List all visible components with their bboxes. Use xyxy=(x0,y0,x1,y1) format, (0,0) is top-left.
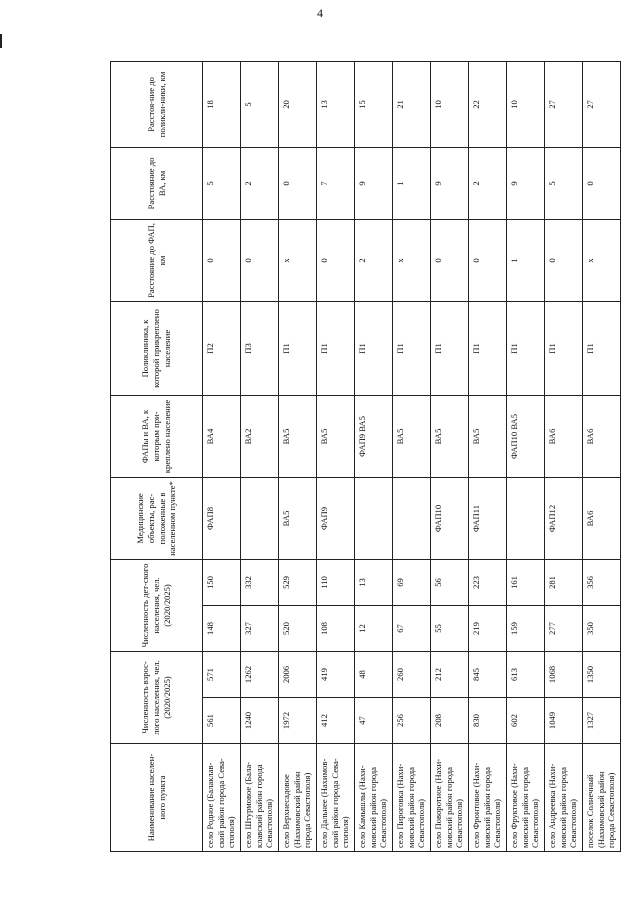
cell-distance-va: 0 xyxy=(279,147,317,219)
table-row xyxy=(241,61,279,851)
cell-medical-objects xyxy=(393,477,431,559)
cell-adult-2025: 260 xyxy=(393,651,431,697)
cell-adult-2020: 1327 xyxy=(583,698,621,744)
cell-medical-objects: ФАП10 xyxy=(431,477,469,559)
cell-medical-objects: ВА6 xyxy=(583,477,621,559)
cell-distance-clinic: 5 xyxy=(241,61,279,147)
cell-distance-clinic: 10 xyxy=(431,61,469,147)
rotated-table-container xyxy=(110,62,621,852)
cell-distance-fap: x xyxy=(279,219,317,301)
cell-child-2020: 108 xyxy=(317,605,355,651)
header-clinic: Поликлиника, к которой прикреплено население xyxy=(111,301,203,395)
settlements-table xyxy=(110,61,621,852)
cell-distance-fap: 2 xyxy=(355,219,393,301)
cell-adult-2025: 48 xyxy=(355,651,393,697)
cell-clinic: П1 xyxy=(431,301,469,395)
cell-settlement-name: село Поворотное (Нахи-мовский район города Севастополя) xyxy=(431,744,469,852)
table-row xyxy=(203,61,241,851)
cell-child-2025: 56 xyxy=(431,559,469,605)
table-row xyxy=(431,61,469,851)
cell-distance-clinic: 10 xyxy=(507,61,545,147)
header-child-population: Численность дет-ского населения, чел. (2020/2025) xyxy=(111,559,203,651)
cell-attached-fap-va: ВА5 xyxy=(431,395,469,477)
cell-distance-va: 1 xyxy=(393,147,431,219)
table-row xyxy=(279,61,317,851)
cell-attached-fap-va: ВА6 xyxy=(583,395,621,477)
cell-distance-va: 9 xyxy=(431,147,469,219)
cell-distance-va: 0 xyxy=(583,147,621,219)
table-row xyxy=(507,61,545,851)
cell-child-2020: 148 xyxy=(203,605,241,651)
cell-settlement-name: поселок Солнечный (Нахимовский район города Севастополя) xyxy=(583,744,621,852)
cell-settlement-name: село Штурмовое (Бала-клавский район города Севастополя) xyxy=(241,744,279,852)
cell-clinic: П1 xyxy=(545,301,583,395)
cell-medical-objects xyxy=(241,477,279,559)
cell-attached-fap-va: ВА5 xyxy=(393,395,431,477)
cell-clinic: П1 xyxy=(469,301,507,395)
cell-distance-clinic: 13 xyxy=(317,61,355,147)
cell-distance-va: 5 xyxy=(203,147,241,219)
cell-child-2020: 12 xyxy=(355,605,393,651)
cell-adult-2025: 212 xyxy=(431,651,469,697)
cell-distance-fap: 0 xyxy=(317,219,355,301)
header-attached-fap-va: ФАПы и ВА, к которым при-креплено население xyxy=(111,395,203,477)
header-distance-clinic: Расстоя-ние до поликли-ники, км xyxy=(111,61,203,147)
cell-adult-2025: 613 xyxy=(507,651,545,697)
cell-distance-clinic: 18 xyxy=(203,61,241,147)
cell-attached-fap-va: ВА5 xyxy=(469,395,507,477)
cell-adult-2025: 419 xyxy=(317,651,355,697)
cell-adult-2025: 845 xyxy=(469,651,507,697)
header-distance-va: Расстояние до ВА, км xyxy=(111,147,203,219)
page-number: 4 xyxy=(317,6,323,20)
cell-adult-2020: 561 xyxy=(203,698,241,744)
cell-distance-va: 9 xyxy=(507,147,545,219)
cell-clinic: П1 xyxy=(279,301,317,395)
cell-settlement-name: село Родное (Балаклав-ский район города Сева-стополя) xyxy=(203,744,241,852)
cell-adult-2020: 1240 xyxy=(241,698,279,744)
cell-adult-2025: 1068 xyxy=(545,651,583,697)
cell-settlement-name: село Дальнее (Нахимов-ский район города Сева-стополя) xyxy=(317,744,355,852)
cell-distance-va: 7 xyxy=(317,147,355,219)
cell-adult-2025: 2006 xyxy=(279,651,317,697)
cell-distance-clinic: 15 xyxy=(355,61,393,147)
cell-distance-clinic: 20 xyxy=(279,61,317,147)
cell-adult-2020: 1972 xyxy=(279,698,317,744)
cell-child-2025: 110 xyxy=(317,559,355,605)
cell-attached-fap-va: ФАП9 ВА5 xyxy=(355,395,393,477)
cell-distance-fap: 0 xyxy=(203,219,241,301)
cell-child-2020: 350 xyxy=(583,605,621,651)
cell-distance-fap: 0 xyxy=(469,219,507,301)
table-row xyxy=(355,61,393,851)
cell-attached-fap-va: ВА4 xyxy=(203,395,241,477)
cell-adult-2025: 1350 xyxy=(583,651,621,697)
cell-clinic: П2 xyxy=(203,301,241,395)
cell-distance-va: 5 xyxy=(545,147,583,219)
cell-adult-2020: 412 xyxy=(317,698,355,744)
cell-child-2020: 55 xyxy=(431,605,469,651)
cell-attached-fap-va: ВА5 xyxy=(317,395,355,477)
cell-medical-objects xyxy=(355,477,393,559)
cell-distance-fap: 1 xyxy=(507,219,545,301)
cell-settlement-name: село Камышлы (Нахи-мовский район города Севастополя) xyxy=(355,744,393,852)
cell-distance-fap: x xyxy=(583,219,621,301)
cell-settlement-name: село Верхнесадовое (Нахимовский район города Севастополя) xyxy=(279,744,317,852)
cell-distance-fap: x xyxy=(393,219,431,301)
cell-child-2025: 529 xyxy=(279,559,317,605)
cell-clinic: П1 xyxy=(317,301,355,395)
table-row xyxy=(393,61,431,851)
cell-medical-objects: ФАП9 xyxy=(317,477,355,559)
cell-adult-2020: 1049 xyxy=(545,698,583,744)
cell-clinic: П3 xyxy=(241,301,279,395)
cell-settlement-name: село Пироговка (Нахи-мовский район города Севастополя) xyxy=(393,744,431,852)
cell-adult-2025: 571 xyxy=(203,651,241,697)
cell-child-2025: 69 xyxy=(393,559,431,605)
cell-clinic: П1 xyxy=(355,301,393,395)
cell-medical-objects: ФАП8 xyxy=(203,477,241,559)
cell-medical-objects: ФАП12 xyxy=(545,477,583,559)
cell-child-2020: 219 xyxy=(469,605,507,651)
cell-attached-fap-va: ФАП10 ВА5 xyxy=(507,395,545,477)
cell-distance-va: 9 xyxy=(355,147,393,219)
table-row xyxy=(545,61,583,851)
edge-mark xyxy=(0,34,2,48)
cell-child-2025: 281 xyxy=(545,559,583,605)
cell-medical-objects: ФАП11 xyxy=(469,477,507,559)
cell-distance-fap: 0 xyxy=(545,219,583,301)
cell-adult-2020: 208 xyxy=(431,698,469,744)
cell-adult-2020: 602 xyxy=(507,698,545,744)
table-row xyxy=(469,61,507,851)
cell-adult-2020: 830 xyxy=(469,698,507,744)
cell-adult-2020: 47 xyxy=(355,698,393,744)
cell-distance-clinic: 21 xyxy=(393,61,431,147)
header-adult-population: Численность взрос-лого населения, чел. (2020/2025) xyxy=(111,651,203,743)
cell-child-2020: 277 xyxy=(545,605,583,651)
cell-settlement-name: село Андреевка (Нахи-мовский район города Севастополя) xyxy=(545,744,583,852)
table-body xyxy=(203,61,621,851)
cell-attached-fap-va: ВА2 xyxy=(241,395,279,477)
cell-distance-va: 2 xyxy=(469,147,507,219)
cell-distance-va: 2 xyxy=(241,147,279,219)
cell-settlement-name: село Фруктовое (Нахи-мовский район города Севастополя) xyxy=(507,744,545,852)
table-row xyxy=(317,61,355,851)
header-medical-objects: Медицинские объекты, рас-положенные в населенном пункте* xyxy=(111,477,203,559)
header-distance-fap: Расстояние до ФАП, км xyxy=(111,219,203,301)
cell-child-2025: 13 xyxy=(355,559,393,605)
cell-distance-clinic: 27 xyxy=(583,61,621,147)
cell-child-2025: 150 xyxy=(203,559,241,605)
cell-attached-fap-va: ВА6 xyxy=(545,395,583,477)
cell-child-2020: 159 xyxy=(507,605,545,651)
cell-child-2020: 520 xyxy=(279,605,317,651)
cell-child-2020: 67 xyxy=(393,605,431,651)
cell-clinic: П1 xyxy=(393,301,431,395)
cell-adult-2020: 256 xyxy=(393,698,431,744)
cell-child-2025: 356 xyxy=(583,559,621,605)
table-header-row xyxy=(111,61,203,851)
cell-adult-2025: 1262 xyxy=(241,651,279,697)
cell-child-2025: 223 xyxy=(469,559,507,605)
cell-distance-fap: 0 xyxy=(431,219,469,301)
cell-child-2020: 327 xyxy=(241,605,279,651)
cell-clinic: П1 xyxy=(507,301,545,395)
cell-child-2025: 332 xyxy=(241,559,279,605)
cell-settlement-name: село Фронтовое (Нахи-мовский район города Севастополя) xyxy=(469,744,507,852)
header-settlement: Наименование населен-ного пункта xyxy=(111,744,203,852)
cell-child-2025: 161 xyxy=(507,559,545,605)
cell-distance-clinic: 22 xyxy=(469,61,507,147)
cell-distance-clinic: 27 xyxy=(545,61,583,147)
table-row xyxy=(583,61,621,851)
cell-medical-objects xyxy=(507,477,545,559)
cell-distance-fap: 0 xyxy=(241,219,279,301)
cell-attached-fap-va: ВА5 xyxy=(279,395,317,477)
cell-medical-objects: ВА5 xyxy=(279,477,317,559)
cell-clinic: П1 xyxy=(583,301,621,395)
